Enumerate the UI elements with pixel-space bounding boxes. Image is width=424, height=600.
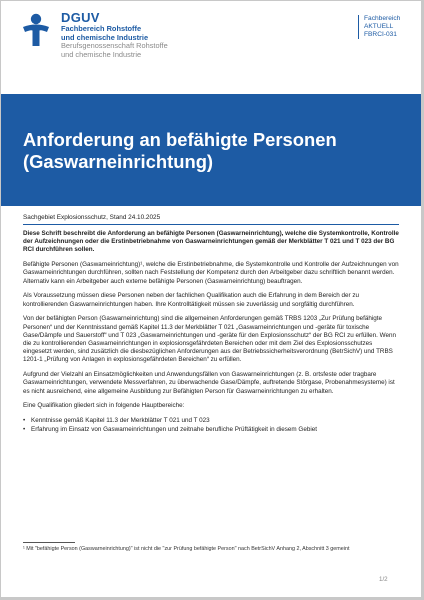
- subject-line: Sachgebiet Explosionsschutz, Stand 24.10.2025: [23, 214, 161, 221]
- organization-block: [61, 11, 168, 59]
- document-meta: [358, 15, 400, 39]
- paragraph-3: Von der befähigten Person (Gaswarneinrichtung) sind die allgemeinen Anforderungen gemäß TRBS 1203 „Zur Prüfung befähigte Personen“ und der Kenntnisstand gemäß Kapitel 11.3 der Merkblätter T 021 „Gaswarneinrichtungen und -geräte für toxische Gase/Dämpfe und Sauerstoff“ und T 023 „Gaswarneinrichtungen und -geräte für den Explosionsschutz“ der BG RCI zu erfüllen. Wenn die zu kontrollierenden Gaswarneinrichtungen in explosionsgefährdeten Bereichen oder mit dem Ziel des Explosionsschutzes eingesetzt werden, sind zusätzlich die diesbezüglichen Anforderungen aus der Betriebssicherheitsverordnung (BetrSichV) und TRBS 1201-1 „Prüfung von Anlagen in explosionsgefährdeten Bereichen“ zu erfüllen.: [23, 315, 397, 364]
- title-line-2: (Gaswarneinrichtung): [23, 151, 214, 172]
- meta-line-1: Fachbereich: [364, 15, 401, 22]
- page-header: [1, 1, 421, 91]
- org-line-1: Fachbereich Rohstoffe: [61, 24, 142, 33]
- meta-line-3: FBRCI-031: [364, 31, 397, 38]
- paragraph-1: Befähigte Personen (Gaswarneinrichtung)¹, welche die Erstinbetriebnahme, die Systemkontrolle und Kontrolle der Aufzeichnungen von Gaswarneinrichtungen durchführen, sollten nach Feststellung der Kompetenz durch den Arbeitgeber dazu schriftlich benannt werden. Alternativ kann ein Arbeitgeber auch externe befähigte Personen (Gaswarneinrichtung) beauftragen.: [23, 261, 399, 285]
- person-figure-icon: [21, 13, 51, 47]
- list-item: • Kenntnisse gemäß Kapitel 11.3 der Merkblätter T 021 und T 023: [23, 417, 399, 425]
- page-number: 1/2: [379, 576, 388, 583]
- divider: [23, 224, 399, 225]
- org-name: DGUV: [61, 10, 100, 25]
- org-sub-line-2: und chemische Industrie: [61, 49, 142, 59]
- list-item: • Erfahrung im Einsatz von Gaswarneinrichtungen und zeitnahe berufliche Prüftätigkeit in diesem Gebiet: [23, 426, 399, 434]
- document-page: [1, 1, 421, 597]
- title-banner: [1, 94, 421, 206]
- paragraph-4: Aufgrund der Vielzahl an Einsatzmöglichkeiten und Anwendungsfällen von Gaswarneinrichtungen (z. B. ortsfeste oder tragbare Gaswarneinrichtungen, verwendete Messverfahren, zu überwachende Gase/Dämpfe, auftretende Störgase, Probenahmesysteme) ist es nicht ausreichend, eine allgemeine Ausbildung zur Befähigten Person für Gaswarneinrichtungen zu erhalten.: [23, 371, 395, 395]
- footnote-divider: [23, 542, 75, 543]
- intro-paragraph: Diese Schrift beschreibt die Anforderung an befähigte Personen (Gaswarneinrichtung), welche die Systemkontrolle, Kontrolle der Aufzeichnungen oder die Erstinbetriebnahme von Gaswarneinrichtungen gemäß der Merkblätter T 021 und T 023 der BG RCI durchführen sollen.: [23, 230, 399, 254]
- meta-line-2: AKTUELL: [364, 23, 394, 30]
- document-body: [23, 230, 399, 436]
- page-title: [23, 129, 403, 173]
- title-line-1: Anforderung an befähigte Personen: [23, 129, 337, 150]
- paragraph-2: Als Voraussetzung müssen diese Personen neben der fachlichen Qualifikation auch die Erfahrung in dem Bereich der zu kontrollierenden Gaswarneinrichtungen haben. Ihre Kontrolltätigkeit müssen sie zuverlässig und sorgfältig durchführen.: [23, 292, 360, 308]
- qualification-list: [23, 417, 399, 434]
- org-sub-line-1: Berufsgenossenschaft Rohstoffe: [61, 41, 168, 50]
- org-line-2: und chemische Industrie: [61, 32, 149, 42]
- paragraph-5: Eine Qualifikation gliedert sich in folgende Hauptbereiche:: [23, 402, 185, 410]
- footnote: ¹ Mit "befähigte Person (Gaswarneinrichtung)" ist nicht die "zur Prüfung befähigte Person" nach BetrSichV Anhang 2, Abschnitt 3 gemeint: [23, 546, 350, 552]
